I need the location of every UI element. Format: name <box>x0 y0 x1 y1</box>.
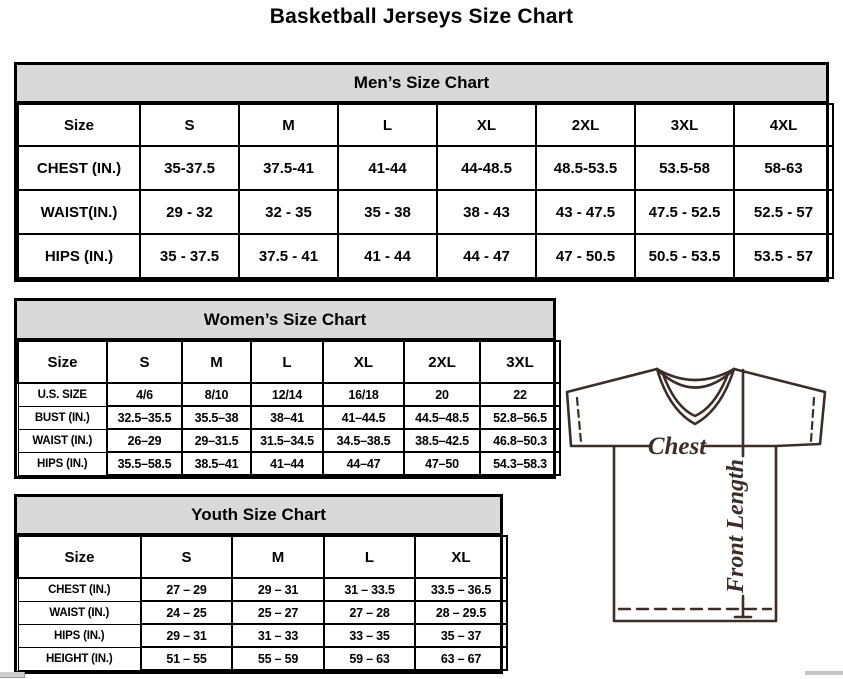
men-col-header-2xl: 2XL <box>536 104 635 146</box>
women-cell: 38.5–42.5 <box>404 429 480 452</box>
youth-cell: 35 – 37 <box>415 624 507 647</box>
men-cell: 44-48.5 <box>437 146 536 190</box>
women-row-1 <box>18 406 560 429</box>
men-col-header-l: L <box>338 104 437 146</box>
men-row-0 <box>18 146 833 190</box>
men-row-label: WAIST(IN.) <box>18 190 140 234</box>
women-row-label: HIPS (IN.) <box>18 452 107 475</box>
women-row-label: BUST (IN.) <box>18 406 107 429</box>
women-cell: 41–44.5 <box>323 406 404 429</box>
women-cell: 54.3–58.3 <box>480 452 560 475</box>
women-row-3 <box>18 452 560 475</box>
women-cell: 46.8–50.3 <box>480 429 560 452</box>
youth-cell: 25 – 27 <box>232 601 324 624</box>
women-cell: 26–29 <box>107 429 182 452</box>
youth-cell: 27 – 29 <box>141 578 232 601</box>
youth-row-label: HEIGHT (IN.) <box>18 647 141 670</box>
youth-col-header-l: L <box>324 536 415 578</box>
youth-table-caption: Youth Size Chart <box>17 497 500 535</box>
women-cell: 44–47 <box>323 452 404 475</box>
youth-cell: 51 – 55 <box>141 647 232 670</box>
women-cell: 44.5–48.5 <box>404 406 480 429</box>
women-cell: 22 <box>480 383 560 406</box>
women-col-header-size: Size <box>18 341 107 383</box>
men-col-header-m: M <box>239 104 338 146</box>
youth-col-header-s: S <box>141 536 232 578</box>
youth-cell: 33.5 – 36.5 <box>415 578 507 601</box>
women-cell: 31.5–34.5 <box>251 429 323 452</box>
men-cell: 29 - 32 <box>140 190 239 234</box>
women-col-header-2xl: 2XL <box>404 341 480 383</box>
women-cell: 38.5–41 <box>182 452 251 475</box>
men-cell: 53.5-58 <box>635 146 734 190</box>
men-cell: 37.5 - 41 <box>239 234 338 278</box>
women-row-2 <box>18 429 560 452</box>
men-cell: 52.5 - 57 <box>734 190 833 234</box>
chest-label: Chest <box>647 433 707 460</box>
men-cell: 38 - 43 <box>437 190 536 234</box>
women-cell: 29–31.5 <box>182 429 251 452</box>
front-length-label: Front Length <box>723 458 749 594</box>
men-cell: 41 - 44 <box>338 234 437 278</box>
women-col-header-xl: XL <box>323 341 404 383</box>
horizontal-scrollbar-fragment-right[interactable] <box>805 671 843 675</box>
men-header-row <box>18 104 833 146</box>
mens-table-caption: Men’s Size Chart <box>17 65 826 103</box>
youth-header-row <box>18 536 507 578</box>
men-col-header-xl: XL <box>437 104 536 146</box>
women-cell: 32.5–35.5 <box>107 406 182 429</box>
men-cell: 50.5 - 53.5 <box>635 234 734 278</box>
women-cell: 8/10 <box>182 383 251 406</box>
men-cell: 44 - 47 <box>437 234 536 278</box>
youth-cell: 31 – 33.5 <box>324 578 415 601</box>
jersey-outline <box>567 369 825 621</box>
men-cell: 35-37.5 <box>140 146 239 190</box>
youth-col-header-m: M <box>232 536 324 578</box>
men-col-header-size: Size <box>18 104 140 146</box>
men-row-2 <box>18 234 833 278</box>
men-cell: 41-44 <box>338 146 437 190</box>
women-col-header-m: M <box>182 341 251 383</box>
women-cell: 38–41 <box>251 406 323 429</box>
youth-cell: 27 – 28 <box>324 601 415 624</box>
women-cell: 34.5–38.5 <box>323 429 404 452</box>
men-cell: 47.5 - 52.5 <box>635 190 734 234</box>
men-cell: 47 - 50.5 <box>536 234 635 278</box>
womens-size-chart-table <box>14 298 556 479</box>
men-row-label: CHEST (IN.) <box>18 146 140 190</box>
youth-cell: 31 – 33 <box>232 624 324 647</box>
women-cell: 47–50 <box>404 452 480 475</box>
women-row-0 <box>18 383 560 406</box>
women-row-label: U.S. SIZE <box>18 383 107 406</box>
womens-table-caption: Women’s Size Chart <box>17 301 553 340</box>
youth-cell: 63 – 67 <box>415 647 507 670</box>
youth-cell: 29 – 31 <box>232 578 324 601</box>
men-row-label: HIPS (IN.) <box>18 234 140 278</box>
youth-cell: 24 – 25 <box>141 601 232 624</box>
women-cell: 12/14 <box>251 383 323 406</box>
men-col-header-s: S <box>140 104 239 146</box>
women-cell: 20 <box>404 383 480 406</box>
men-col-header-4xl: 4XL <box>734 104 833 146</box>
women-header-row <box>18 341 560 383</box>
men-cell: 48.5-53.5 <box>536 146 635 190</box>
youth-row-3 <box>18 647 507 670</box>
women-col-header-3xl: 3XL <box>480 341 560 383</box>
women-cell: 4/6 <box>107 383 182 406</box>
women-cell: 41–44 <box>251 452 323 475</box>
youth-cell: 55 – 59 <box>232 647 324 670</box>
men-cell: 58-63 <box>734 146 833 190</box>
men-cell: 32 - 35 <box>239 190 338 234</box>
women-cell: 35.5–38 <box>182 406 251 429</box>
women-cell: 16/18 <box>323 383 404 406</box>
mens-table <box>17 103 834 279</box>
youth-cell: 29 – 31 <box>141 624 232 647</box>
youth-row-label: HIPS (IN.) <box>18 624 141 647</box>
men-cell: 43 - 47.5 <box>536 190 635 234</box>
youth-table <box>17 535 508 671</box>
men-cell: 35 - 37.5 <box>140 234 239 278</box>
youth-row-0 <box>18 578 507 601</box>
jersey-measurement-diagram <box>553 358 843 666</box>
youth-cell: 28 – 29.5 <box>415 601 507 624</box>
women-cell: 52.8–56.5 <box>480 406 560 429</box>
youth-row-1 <box>18 601 507 624</box>
right-cuff-dashed-line <box>811 398 814 441</box>
men-cell: 37.5-41 <box>239 146 338 190</box>
youth-col-header-size: Size <box>18 536 141 578</box>
youth-col-header-xl: XL <box>415 536 507 578</box>
men-row-1 <box>18 190 833 234</box>
mens-size-chart-table <box>14 62 829 282</box>
left-cuff-dashed-line <box>577 398 581 442</box>
women-col-header-s: S <box>107 341 182 383</box>
men-cell: 35 - 38 <box>338 190 437 234</box>
page-title: Basketball Jerseys Size Chart <box>269 5 574 28</box>
womens-table <box>17 340 561 476</box>
women-cell: 35.5–58.5 <box>107 452 182 475</box>
youth-cell: 59 – 63 <box>324 647 415 670</box>
horizontal-scrollbar-fragment-left[interactable] <box>0 672 25 678</box>
youth-size-chart-table <box>14 494 503 674</box>
youth-row-2 <box>18 624 507 647</box>
women-col-header-l: L <box>251 341 323 383</box>
women-row-label: WAIST (IN.) <box>18 429 107 452</box>
men-cell: 53.5 - 57 <box>734 234 833 278</box>
youth-row-label: CHEST (IN.) <box>18 578 141 601</box>
youth-cell: 33 – 35 <box>324 624 415 647</box>
men-col-header-3xl: 3XL <box>635 104 734 146</box>
youth-row-label: WAIST (IN.) <box>18 601 141 624</box>
